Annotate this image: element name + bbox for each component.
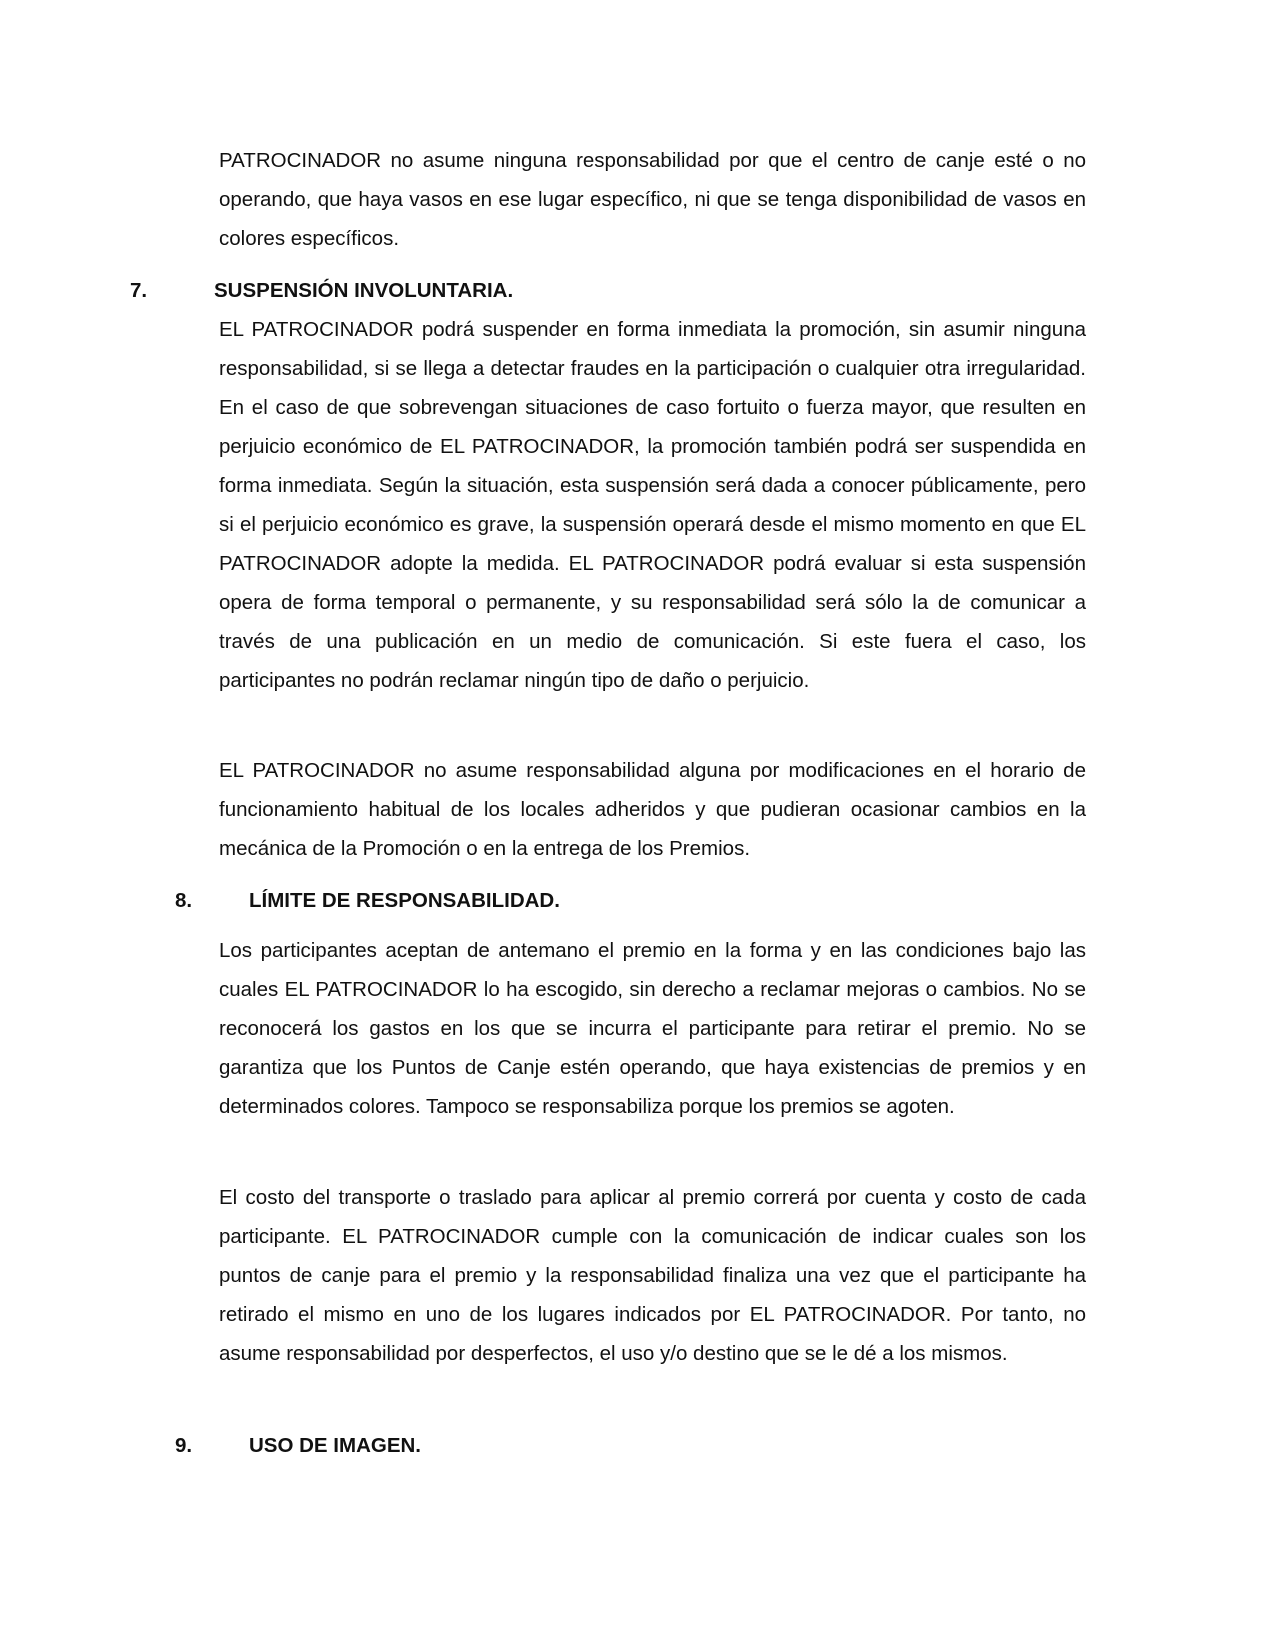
section-8-title: LÍMITE DE RESPONSABILIDAD. [249,889,560,912]
section-8-paragraph-2: El costo del transporte o traslado para aplicar al premio correrá por cuenta y costo de cada participante. EL PATROCINADOR cumple con la comunicación de indicar cuales son los puntos de canje para el premio y la responsabilidad finaliza una vez que el participante ha retirado el mismo en uno de los lugares indicados por EL PATROCINADOR. Por tanto, no asume responsabilidad por desperfectos, el uso y/o destino que se le dé a los mismos. [219,1186,1086,1365]
paragraph-continuation: PATROCINADOR no asume ninguna responsabilidad por que el centro de canje esté o no operando, que haya vasos en ese lugar específico, ni que se tenga disponibilidad de vasos en colores específicos. [219,149,1086,250]
section-7-paragraph-1: EL PATROCINADOR podrá suspender en forma inmediata la promoción, sin asumir ninguna responsabilidad, si se llega a detectar fraudes en la participación o cualquier otra irregularidad. En el caso de que sobrevengan situaciones de caso fortuito o fuerza mayor, que resulten en perjuicio económico de EL PATROCINADOR, la promoción también podrá ser suspendida en forma inmediata. Según la situación, esta suspensión será dada a conocer públicamente, pero si el perjuicio económico es grave, la suspensión operará desde el mismo momento en que EL PATROCINADOR adopte la medida. EL PATROCINADOR podrá evaluar si esta suspensión opera de forma temporal o permanente, y su responsabilidad será sólo la de comunicar a través de una publicación en un medio de comunicación. Si este fuera el caso, los participantes no podrán reclamar ningún tipo de daño o perjuicio. [219,318,1086,692]
section-9-title: USO DE IMAGEN. [249,1434,421,1457]
section-9-number: 9. [175,1434,193,1457]
section-7-paragraph-2: EL PATROCINADOR no asume responsabilidad alguna por modificaciones en el horario de funcionamiento habitual de los locales adheridos y que pudieran ocasionar cambios en la mecánica de la Promoción o en la entrega de los Premios. [219,759,1086,860]
section-8-paragraph-1: Los participantes aceptan de antemano el premio en la forma y en las condiciones bajo las cuales EL PATROCINADOR lo ha escogido, sin derecho a reclamar mejoras o cambios. No se reconocerá los gastos en los que se incurra el participante para retirar el premio. No se garantiza que los Puntos de Canje estén operando, que haya existencias de premios y en determinados colores. Tampoco se responsabiliza porque los premios se agoten. [219,939,1086,1118]
section-8-number: 8. [175,889,193,912]
section-7-title: SUSPENSIÓN INVOLUNTARIA. [214,279,514,302]
section-7-number: 7. [130,279,148,302]
